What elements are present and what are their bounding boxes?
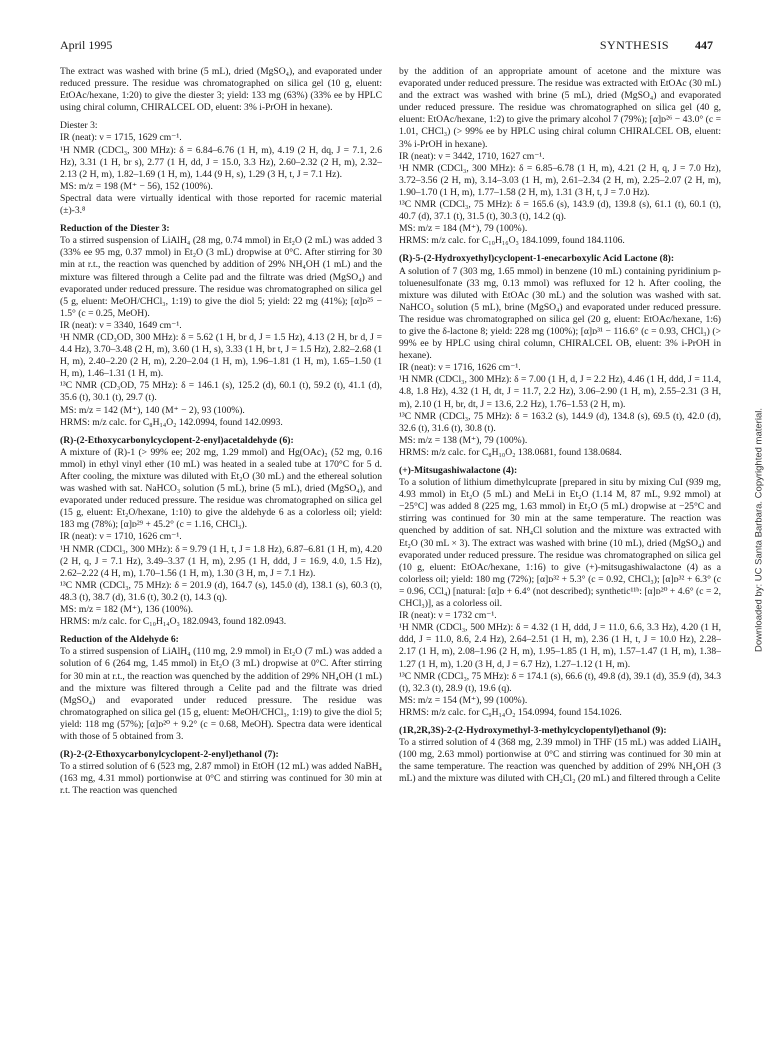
section-heading: (R)-(2-Ethoxycarbonylcyclopent-2-enyl)acetaldehyde (6): bbox=[60, 434, 294, 446]
paragraph-line: HRMS: m/z calc. for C₉H₁₄O₂ 154.0994, found 154.1026. bbox=[399, 706, 622, 718]
paragraph-line: ¹³C NMR (CDCl₃, 75 MHz): δ = 165.6 (s), 143.9 (d), 139.8 (s), 61.1 (t), 60.1 (t), 40.7 (d), 37.1 (t), 31.5 (t), 30.3 (t), 14.2 (q). bbox=[399, 199, 721, 223]
paragraph-line: To a stirred solution of 6 (523 mg, 2.87 mmol) in EtOH (12 mL) was added NaBH₄ (163 mg, 4.31 mmol) portionwise at 0°C and stirring was continued for 30 min at r.t. The reaction was quenched bbox=[60, 761, 382, 797]
paragraph-line: Spectral data were virtually identical with those reported for racemic material (±)-3.⁸ bbox=[60, 192, 382, 217]
paragraph-line: by the addition of an appropriate amount of acetone and the mixture was evaporated under reduced pressure. The residue was extracted with EtOAc (30 mL) and the extract was washed with brine (5 mL), dried (MgSO₄) and evaporated under reduced pressure. The residue was chromatographed on silica gel (40 g, eluent: EtOAc/hexane, 1:2) to give the primary alcohol 7 (79%); [α]ᴅ²⁶ − 43.0° (c = 1.01, CHCl₃) (> 99% ee by HPLC using chiral column CHIRALCEL OB, eluent: 3% i-PrOH in hexane). bbox=[399, 66, 721, 150]
paragraph-line: MS: m/z = 198 (M⁺ − 56), 152 (100%). bbox=[60, 180, 213, 192]
running-header-date: April 1995 bbox=[60, 38, 113, 52]
journal-name: SYNTHESIS bbox=[599, 38, 669, 52]
left-column bbox=[60, 66, 382, 1046]
paragraph-line: To a stirred suspension of LiAlH₄ (110 mg, 2.9 mmol) in Et₂O (7 mL) was added a solution of 6 (264 mg, 1.45 mmol) in Et₂O (3 mL) dropwise at 0°C. After stirring for 30 min at r.t., the reaction was quenched by the addition of 29% NH₄OH (1 mL) and the mixture was filtered through a Celite pad and the filtrate was dried (MgSO₄) and evaporated under reduced pressure. The residue was chromatographed on silica gel (15 g, eluent: MeOH/CHCl₃, 1:19) to give the diol 5; yield: 118 mg (57%); [α]ᴅ²⁰ + 9.2° (c = 0.68, MeOH). Spectra data were identical with those of 5 obtained from 3. bbox=[60, 646, 382, 742]
section-block bbox=[60, 749, 382, 797]
section-block bbox=[60, 435, 382, 629]
paragraph-line: MS: m/z = 142 (M⁺), 140 (M⁺ − 2), 93 (100%). bbox=[60, 404, 245, 416]
paragraph-line: ¹³C NMR (CDCl₃, 75 MHz): δ = 174.1 (s), 66.6 (t), 49.8 (d), 39.1 (d), 35.9 (d), 34.3 (t), 32.3 (t), 28.9 (t), 19.6 (q). bbox=[399, 670, 721, 694]
page-number: 447 bbox=[695, 38, 713, 52]
paragraph-line: IR (neat): ν = 3340, 1649 cm⁻¹. bbox=[60, 319, 182, 331]
paragraph-line: MS: m/z = 154 (M⁺), 99 (100%). bbox=[399, 694, 528, 706]
paragraph-line: IR (neat): ν = 3442, 1710, 1627 cm⁻¹. bbox=[399, 150, 545, 162]
section-heading: (+)-Mitsugashiwalactone (4): bbox=[399, 465, 518, 476]
section-block bbox=[399, 725, 721, 785]
paragraph-line: To a solution of lithium dimethylcuprate [prepared in situ by mixing CuI (939 mg, 4.93 mmol) in Et₂O (5 mL) and MeLi in Et₂O (1.14 M, 87 mL, 9.92 mmol) at −25°C] was added 8 (225 mg, 1.63 mmol) in Et₂O (5 mL) dropwise at −25°C and stirring was continued for 30 min at the same temperature. The reaction was quenched by addition of sat. NH₄Cl solution and the mixture was extracted with Et₂O (30 mL × 3). The extract was washed with brine (10 mL), dried (MgSO₄) and evaporated under reduced pressure. The residue was chromatographed on silica gel (10 g, eluent: EtOAc/hexane, 1:16) to give (+)-mitsugashiwalactone (4) as a colorless oil; yield: 180 mg (72%); [α]ᴅ³² + 5.3° (c = 0.92, CHCl₃); [α]ᴅ³² + 6.3° (c = 0.96, CCl₄) [natural: [α]ᴅ + 6.4° (not described); synthetic¹¹ᵇ: [α]ᴅ²⁰ + 4.6° (c = 2, CHCl₃)], as a colorless oil. bbox=[399, 477, 721, 610]
section-block bbox=[399, 253, 721, 459]
paragraph-line: HRMS: m/z calc. for C₁₀H₁₄O₃ 182.0943, found 182.0943. bbox=[60, 616, 287, 628]
paragraph-line: A solution of 7 (303 mg, 1.65 mmol) in benzene (10 mL) containing pyridinium p-toluenesulfonate (33 mg, 0.13 mmol) was refluxed for 12 h. After cooling, the mixture was diluted with EtOAc (30 mL) and the solution was washed with sat. NaHCO₃ solution (5 mL), brine (MgSO₄) and evaporated under reduced pressure. The residue was chromatographed on silica gel (20 g, eluent: EtOAc/hexane, 1:6) to give the δ-lactone 8; yield: 228 mg (100%); [α]ᴅ³¹ − 116.6° (c = 0.93, CHCl₃) (> 99% ee by HPLC using chiral column, CHIRALCEL OB, eluent: 3% i-PrOH in hexane). bbox=[399, 265, 721, 362]
section-block bbox=[60, 223, 382, 429]
paragraph-line: ¹H NMR (CDCl₃, 300 MHz): δ = 6.85–6.78 (1 H, m), 4.21 (2 H, q, J = 7.0 Hz), 3.72–3.56 (2 H, m), 3.14–3.03 (1 H, m), 2.61–2.34 (2 H, m), 2.25–2.07 (2 H, m), 1.90–1.70 (1 H, m), 1.77–1.58 (2 H, m), 1.31 (3 H, t, J = 7.0 Hz). bbox=[399, 162, 721, 198]
paragraph-line: ¹H NMR (CDCl₃, 500 MHz): δ = 4.32 (1 H, ddd, J = 11.0, 6.6, 3.3 Hz), 4.20 (1 H, ddd, J = 11.0, 8.6, 2.4 Hz), 2.64–2.51 (1 H, m), 2.36 (1 H, t, J = 10.0 Hz), 2.28–2.17 (1 H, m), 2.08–1.96 (2 H, m), 1.95–1.85 (1 H, m), 1.57–1.47 (1 H, m), 1.38–1.27 (1 H, m), 1.20 (3 H, d, J = 6.7 Hz), 1.27–1.12 (1 H, m). bbox=[399, 622, 721, 670]
paragraph-line: To a stirred solution of 4 (368 mg, 2.39 mmol) in THF (15 mL) was added LiAlH₄ (100 mg, 2.63 mmol) portionwise at 0°C and stirring was continued for 30 min at the same temperature. The reaction was quenched by addition of 29% NH₄OH (3 mL) and the mixture was diluted with CH₂Cl₂ (20 mL) and filtered through a Celite bbox=[399, 737, 721, 785]
paragraph-line: HRMS: m/z calc. for C₁₀H₁₆O₃ 184.1099, found 184.1106. bbox=[399, 235, 625, 247]
paragraph-line: IR (neat): ν = 1715, 1629 cm⁻¹. bbox=[60, 132, 182, 144]
paragraph-line: MS: m/z = 182 (M⁺), 136 (100%). bbox=[60, 604, 194, 616]
paragraph-line: HRMS: m/z calc. for C₈H₁₀O₂ 138.0681, found 138.0684. bbox=[399, 446, 622, 458]
paragraph-line: The extract was washed with brine (5 mL), dried (MgSO₄), and evaporated under reduced pressure. The residue was chromatographed on silica gel (10 g, eluent: EtOAc/hexane, 1:20) to give the diester 3; yield: 133 mg (63%) (33% ee by HPLC using chiral column, CHIRALCEL OD, eluent: 3% i-PrOH in hexane). bbox=[60, 66, 382, 114]
running-header bbox=[600, 38, 713, 53]
paragraph-line: ¹³C NMR (CD₃OD, 75 MHz): δ = 146.1 (s), 125.2 (d), 60.1 (t), 59.2 (t), 41.1 (d), 35.6 (t), 30.1 (t), 29.7 (t). bbox=[60, 380, 382, 404]
section-heading: Reduction of the Diester 3: bbox=[60, 223, 170, 235]
section-block bbox=[60, 120, 382, 217]
download-notice: Downloaded by: UC Santa Barbara. Copyrighted material. bbox=[753, 408, 765, 652]
section-heading: (R)-5-(2-Hydroxyethyl)cyclopent-1-enecarboxylic Acid Lactone (8): bbox=[399, 253, 675, 265]
paragraph-line: IR (neat): ν = 1716, 1626 cm⁻¹. bbox=[399, 362, 521, 374]
paragraph-line: Diester 3: bbox=[60, 120, 98, 132]
paragraph-line: ¹H NMR (CDCl₃, 300 MHz): δ = 6.84–6.76 (1 H, m), 4.19 (2 H, dq, J = 7.1, 2.6 Hz), 3.31 (1 H, br s), 2.77 (1 H, dd, J = 15.0, 3.3 Hz), 2.60–2.32 (2 H, m), 2.32–2.13 (2 H, m), 1.82–1.69 (1 H, m), 1.44 (9 H, s), 1.29 (3 H, t, J = 7.1 Hz). bbox=[60, 144, 382, 180]
section-block bbox=[399, 465, 721, 719]
paragraph-line: MS: m/z = 138 (M⁺), 79 (100%). bbox=[399, 434, 528, 446]
paragraph-line: ¹H NMR (CDCl₃, 300 MHz): δ = 7.00 (1 H, d, J = 2.2 Hz), 4.46 (1 H, ddd, J = 11.4, 4.8, 1.8 Hz), 4.32 (1 H, dt, J = 11.7, 2.2 Hz), 3.06–2.90 (1 H, m), 2.55–2.31 (3 H, m), 2.10 (1 H, br, dt, J = 13.6, 2.2 Hz), 1.76–1.53 (2 H, m). bbox=[399, 374, 721, 410]
paragraph-line: ¹H NMR (CDCl₃, 300 MHz): δ = 9.79 (1 H, t, J = 1.8 Hz), 6.87–6.81 (1 H, m), 4.20 (2 H, q, J = 7.1 Hz), 3.49–3.37 (1 H, m), 2.95 (1 H, ddd, J = 16.9, 4.0, 1.5 Hz), 2.62–2.22 (4 H, m), 1.70–1.56 (1 H, m), 1.30 (3 H, m, J = 7.1 Hz). bbox=[60, 543, 382, 579]
section-block bbox=[399, 66, 721, 247]
paragraph-line: To a stirred suspension of LiAlH₄ (28 mg, 0.74 mmol) in Et₂O (2 mL) was added 3 (33% ee 95 mg, 0.37 mmol) in Et₂O (3 mL) dropwise at 0°C. After stirring for 30 min at r.t., the reaction was quenched by addition of 29% NH₄OH (1 mL) and the mixture was filtered through a Celite pad and the filtrate was dried (MgSO₄) and evaporated under reduced pressure. The residue was chromatographed on silica gel (5 g, eluent: MeOH/CHCl₃, 1:19) to give the diol 5; yield: 22 mg (41%); [α]ᴅ²⁵ − 1.5° (c = 0.25, MeOH). bbox=[60, 235, 382, 319]
section-block bbox=[60, 634, 382, 743]
section-heading: (R)-2-(2-Ethoxycarbonylcyclopent-2-enyl)ethanol (7): bbox=[60, 749, 279, 761]
paragraph-line: ¹³C NMR (CDCl₃, 75 MHz): δ = 163.2 (s), 144.9 (d), 134.8 (s), 69.5 (t), 42.0 (d), 32.6 (t), 31.6 (t), 30.8 (t). bbox=[399, 410, 721, 434]
paragraph-line: A mixture of (R)-1 (> 99% ee; 202 mg, 1.29 mmol) and Hg(OAc)₂ (52 mg, 0.16 mmol) in ethyl vinyl ether (10 mL) was heated in a sealed tube at 170°C for 5 d. After cooling, the mixture was diluted with Et₂O (30 mL) and the ethereal solution was washed with sat. NaHCO₃ solution (5 mL), brine (5 mL), dried (MgSO₄), and evaporated under reduced pressure. The residue was chromatographed on silica gel (15 g, eluent: Et₂O/hexane, 1:10) to give the aldehyde 6 as a colorless oil; yield: 183 mg (78%); [α]ᴅ²⁹ + 45.2° (c = 1.16, CHCl₃). bbox=[60, 446, 382, 531]
paragraph-line: ¹H NMR (CD₃OD, 300 MHz): δ = 5.62 (1 H, br d, J = 1.5 Hz), 4.13 (2 H, br d, J = 4.4 Hz), 3.70–3.48 (2 H, m), 3.60 (1 H, s), 3.33 (1 H, br t, J = 1.5 Hz), 2.82–2.68 (1 H, m), 2.40–2.20 (2 H, m), 2.20–2.04 (1 H, m), 1.96–1.81 (1 H, m), 1.65–1.50 (1 H, m), 1.46–1.31 (1 H, m). bbox=[60, 331, 382, 380]
download-watermark bbox=[752, 380, 766, 680]
paragraph-line: IR (neat): ν = 1710, 1626 cm⁻¹. bbox=[60, 531, 182, 543]
section-heading: Reduction of the Aldehyde 6: bbox=[60, 634, 179, 646]
paragraph-line: ¹³C NMR (CDCl₃, 75 MHz): δ = 201.9 (d), 164.7 (s), 145.0 (d), 138.1 (s), 60.3 (t), 48.3 (t), 38.7 (d), 31.6 (t), 30.2 (t), 14.3 (q). bbox=[60, 579, 382, 603]
section-heading: (1R,2R,3S)-2-(2-Hydroxymethyl-3-methylcyclopentyl)ethanol (9): bbox=[399, 724, 667, 736]
right-column bbox=[399, 66, 721, 1046]
paragraph-line: IR (neat): ν = 1732 cm⁻¹. bbox=[399, 610, 497, 622]
paragraph-line: HRMS: m/z calc. for C₈H₁₄O₂ 142.0994, found 142.0993. bbox=[60, 416, 283, 428]
paragraph-line: MS: m/z = 184 (M⁺), 79 (100%). bbox=[399, 223, 528, 235]
section-block bbox=[60, 66, 382, 114]
